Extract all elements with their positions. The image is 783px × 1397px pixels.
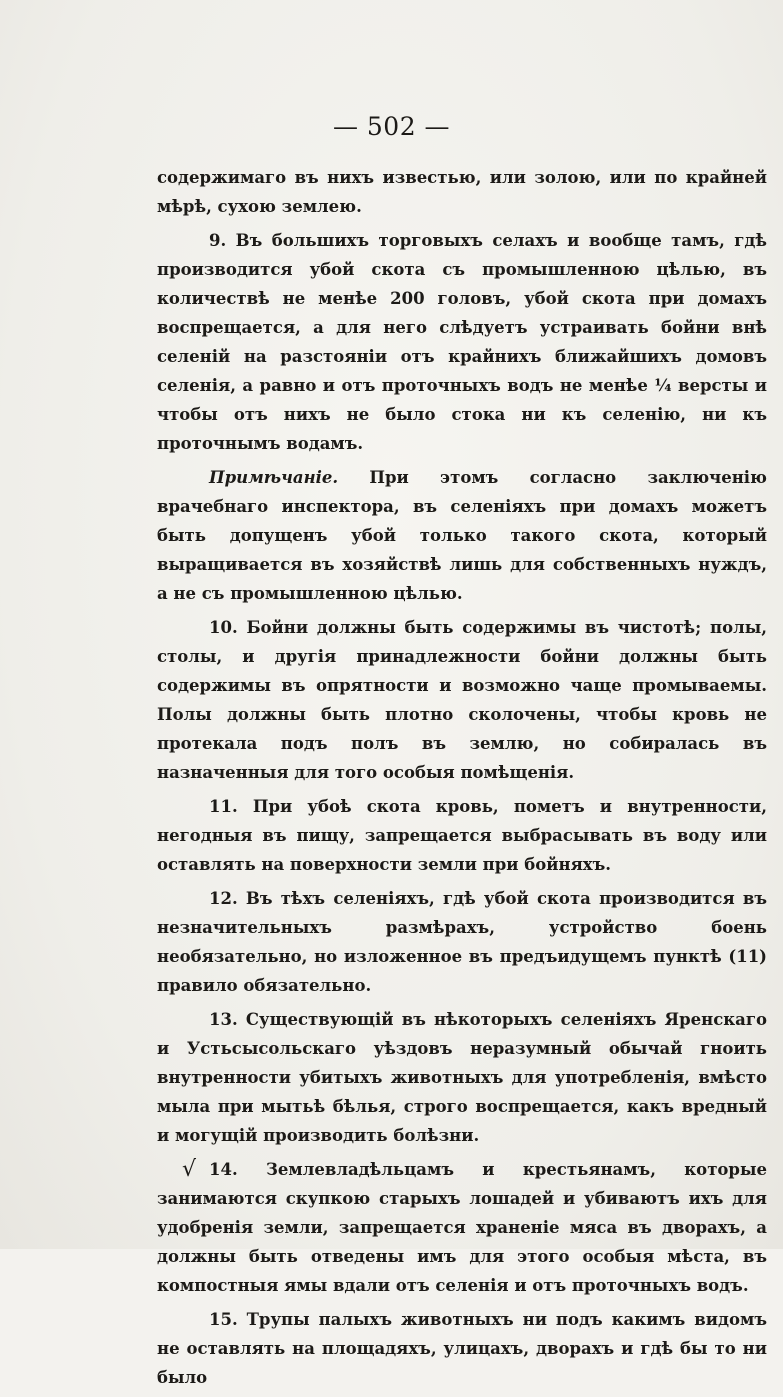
note-text: При этомъ согласно заключенію врачебнаго инспектора, въ селеніяхъ при домахъ можетъ быть допущенъ убой только такого скота, который выращивается въ хозяйствѣ лишь для собственныхъ нуждъ, а не съ промышленною цѣлью. [157,468,767,603]
handwritten-check-mark: √ [182,1157,197,1182]
note-label: Примѣчаніе. [209,468,339,487]
paragraph-14-text: 14. Землевладѣльцамъ и крестьянамъ, которые занимаются скупкою старыхъ лошадей и убиваютъ ихъ для удобренія земли, запрещается храненіе мяса въ дворахъ, а должны быть отведены имъ для этого особыя мѣста, въ компостныя ямы вдали отъ селенія и отъ проточныхъ водъ. [157,1160,767,1295]
paragraph-continuation: содержимаго въ нихъ известью, или золою, или по крайней мѣрѣ, сухою землею. [157,168,767,216]
page-number: — 502 — [332,112,451,141]
paragraph-11: 11. При убоѣ скота кровь, пометъ и внутренности, негодныя въ пищу, запрещается выбрасывать въ воду или оставлять на поверхности земли при бойняхъ. [157,797,767,874]
page-text [157,163,767,1397]
paragraph-15: 15. Трупы палыхъ животныхъ ни подъ какимъ видомъ не оставлять на площадяхъ, улицахъ, дворахъ и гдѣ бы то ни было [157,1310,767,1387]
paragraph-10: 10. Бойни должны быть содержимы въ чистотѣ; полы, столы, и другія принадлежности бойни должны быть содержимы въ опрятности и возможно чаще промываемы. Полы должны быть плотно сколочены, чтобы кровь не протекала подъ полъ въ землю, но собиралась въ назначенныя для того особыя помѣщенія. [157,618,767,782]
paragraph-12: 12. Въ тѣхъ селеніяхъ, гдѣ убой скота производится въ незначительныхъ размѣрахъ, устройство боень необязательно, но изложенное въ предъидущемъ пунктѣ (11) правило обязательно. [157,889,767,995]
paragraph-13: 13. Существующій въ нѣкоторыхъ селеніяхъ Яренскаго и Устьсысольскаго уѣздовъ неразумный обычай гноить внутренности убитыхъ животныхъ для употребленія, вмѣсто мыла при мытьѣ бѣлья, строго воспрещается, какъ вредный и могущій производить болѣзни. [157,1010,767,1145]
paragraph-9: 9. Въ большихъ торговыхъ селахъ и вообще тамъ, гдѣ производится убой скота съ промышленною цѣлью, въ количествѣ не менѣе 200 головъ, убой скота при домахъ воспрещается, а для него слѣдуетъ устраивать бойни внѣ селеній на разстояніи отъ крайнихъ ближайшихъ домовъ селенія, а равно и отъ проточныхъ водъ не менѣе ¼ версты и чтобы отъ нихъ не было стока ни къ селенію, ни къ проточнымъ водамъ. [157,231,767,453]
paragraph-14 [157,1155,767,1300]
paragraph-note [157,463,767,608]
